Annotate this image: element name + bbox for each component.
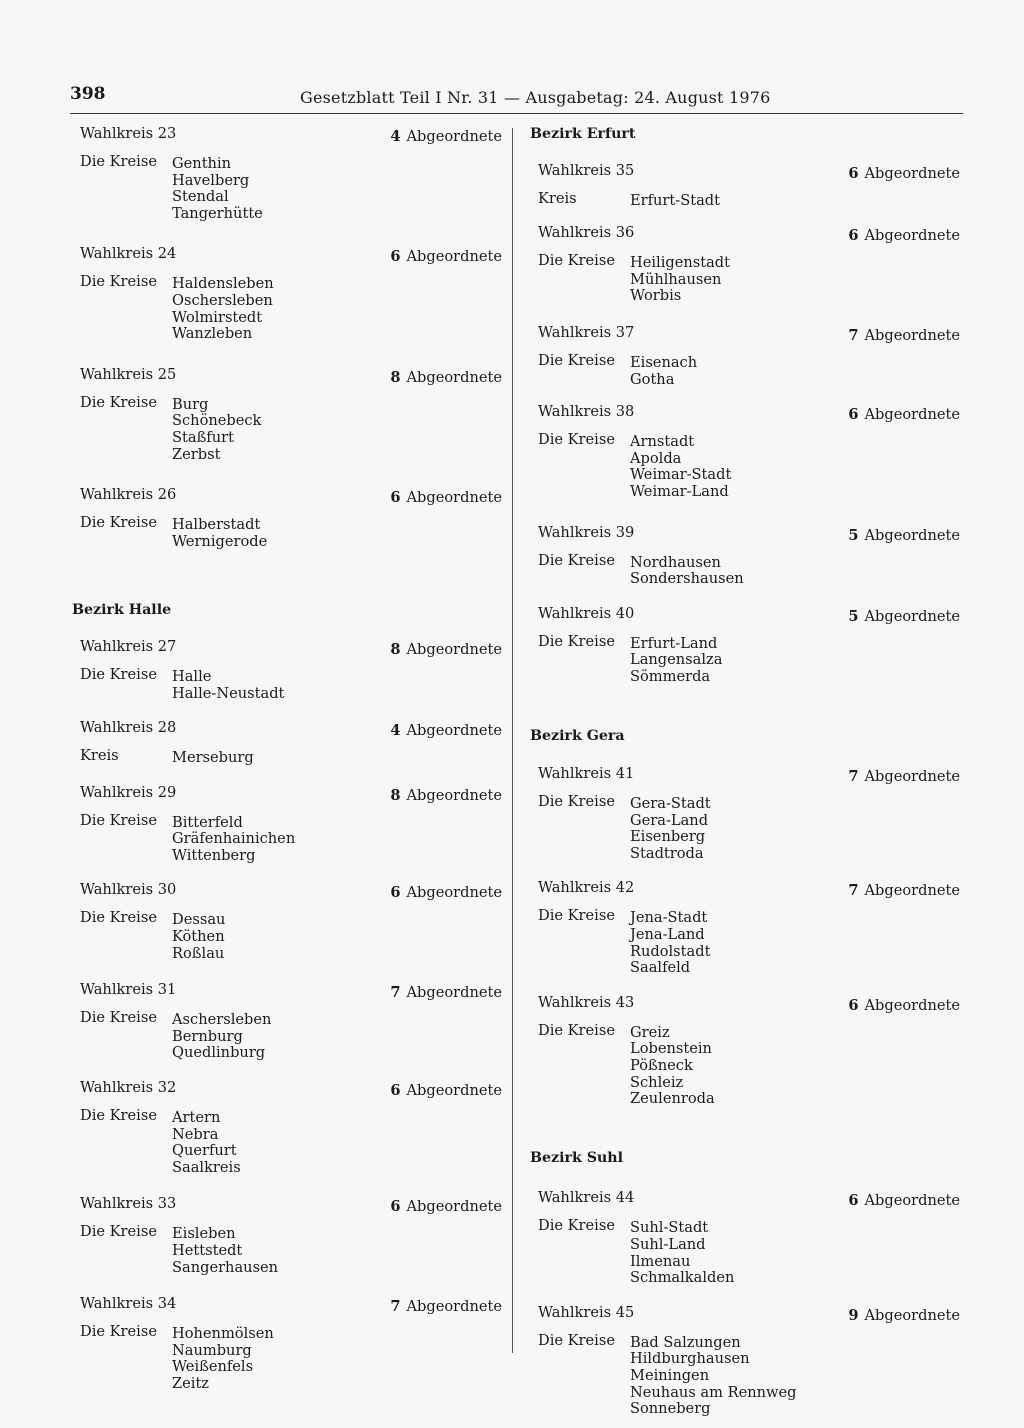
kreise-row — [530, 1023, 960, 1108]
wahlkreis-row — [72, 1296, 502, 1318]
abgeordnete-count — [848, 166, 960, 183]
kreise-label: Kreis — [80, 747, 119, 765]
kreis-item: Eisleben — [172, 1225, 236, 1243]
abgeordnete-label: Abgeordnete — [864, 996, 960, 1014]
wahlkreis-block — [72, 367, 502, 463]
kreise-row — [72, 1108, 502, 1176]
wahlkreis-block — [530, 995, 960, 1108]
abgeordnete-number: 6 — [390, 489, 401, 507]
kreise-list — [172, 669, 284, 702]
wahlkreis-row — [72, 487, 502, 509]
abgeordnete-number: 8 — [390, 368, 401, 386]
wahlkreis-block — [72, 982, 502, 1062]
abgeordnete-number: 5 — [848, 526, 859, 544]
wahlkreis-block — [530, 163, 960, 210]
kreise-row — [530, 1333, 960, 1418]
kreise-list — [172, 276, 274, 342]
wahlkreis-label: Wahlkreis 45 — [538, 1303, 635, 1321]
kreise-label: Die Kreise — [80, 1009, 157, 1027]
kreise-label: Die Kreise — [80, 1323, 157, 1341]
abgeordnete-count — [390, 1083, 502, 1100]
kreise-row — [72, 813, 502, 865]
abgeordnete-number: 6 — [848, 1192, 859, 1210]
abgeordnete-label: Abgeordnete — [406, 489, 502, 507]
kreise-row — [72, 154, 502, 222]
wahlkreis-row — [72, 1196, 502, 1218]
kreise-label: Die Kreise — [80, 1107, 157, 1125]
wahlkreis-block — [530, 766, 960, 862]
kreis-item: Gotha — [630, 370, 675, 388]
kreis-item: Meiningen — [630, 1366, 710, 1384]
kreise-list — [172, 1226, 278, 1276]
kreis-item: Worbis — [630, 287, 682, 305]
left-column — [72, 126, 502, 1393]
kreis-item: Weimar-Land — [630, 482, 729, 500]
column-divider — [512, 128, 513, 1353]
kreise-label: Die Kreise — [538, 1331, 615, 1349]
kreise-row — [72, 667, 502, 702]
abgeordnete-number: 6 — [390, 884, 401, 902]
kreise-list — [172, 912, 225, 962]
kreis-item: Roßlau — [172, 944, 225, 962]
kreise-label: Die Kreise — [80, 514, 157, 532]
kreise-label: Die Kreise — [80, 665, 157, 683]
kreise-list — [172, 1012, 271, 1062]
kreise-list — [630, 355, 697, 388]
wahlkreis-block — [72, 1296, 502, 1392]
kreis-item: Sonneberg — [630, 1400, 711, 1418]
kreis-item: Bad Salzungen — [630, 1333, 741, 1351]
kreis-item: Wolmirstedt — [172, 308, 263, 326]
abgeordnete-count — [390, 490, 502, 507]
kreise-label: Die Kreise — [538, 907, 615, 925]
wahlkreis-label: Wahlkreis 26 — [80, 486, 177, 504]
abgeordnete-label: Abgeordnete — [406, 884, 502, 902]
kreise-row — [72, 910, 502, 962]
wahlkreis-label: Wahlkreis 33 — [80, 1195, 177, 1213]
wahlkreis-block — [72, 882, 502, 962]
abgeordnete-label: Abgeordnete — [864, 227, 960, 245]
kreise-list — [630, 1220, 734, 1286]
kreise-label: Die Kreise — [538, 793, 615, 811]
kreise-row — [530, 794, 960, 862]
kreis-item: Arnstadt — [630, 433, 695, 451]
kreis-item: Neuhaus am Rennweg — [630, 1383, 797, 1401]
kreise-row — [530, 908, 960, 976]
wahlkreis-block — [530, 404, 960, 500]
kreise-label: Die Kreise — [80, 153, 157, 170]
wahlkreis-label: Wahlkreis 41 — [538, 765, 635, 783]
kreis-item: Bernburg — [172, 1027, 243, 1045]
abgeordnete-label: Abgeordnete — [864, 526, 960, 544]
kreise-row — [72, 1324, 502, 1392]
wahlkreis-block — [72, 720, 502, 767]
abgeordnete-count — [390, 1199, 502, 1216]
kreise-list — [630, 636, 722, 686]
wahlkreis-label: Wahlkreis 23 — [80, 125, 177, 142]
wahlkreis-label: Wahlkreis 40 — [538, 604, 635, 622]
wahlkreis-label: Wahlkreis 42 — [538, 879, 635, 897]
wahlkreis-row — [72, 882, 502, 904]
bezirk-heading: Bezirk Erfurt — [530, 126, 636, 142]
abgeordnete-number: 6 — [848, 227, 859, 245]
abgeordnete-label: Abgeordnete — [406, 1298, 502, 1316]
kreis-item: Mühlhausen — [630, 270, 722, 288]
kreis-item: Gera-Land — [630, 811, 709, 829]
abgeordnete-count — [390, 723, 502, 740]
wahlkreis-label: Wahlkreis 32 — [80, 1079, 177, 1097]
wahlkreis-label: Wahlkreis 31 — [80, 981, 177, 999]
kreis-item: Pößneck — [630, 1057, 693, 1075]
abgeordnete-count — [390, 1299, 502, 1316]
bezirk-heading: Bezirk Gera — [530, 727, 625, 744]
wahlkreis-label: Wahlkreis 34 — [80, 1295, 177, 1313]
abgeordnete-number: 6 — [390, 1198, 401, 1216]
abgeordnete-count — [848, 228, 960, 245]
abgeordnete-label: Abgeordnete — [406, 786, 502, 804]
kreise-list — [172, 517, 267, 550]
kreis-item: Haldensleben — [172, 275, 274, 293]
wahlkreis-label: Wahlkreis 43 — [538, 993, 635, 1011]
kreis-item: Eisenach — [630, 353, 698, 371]
kreis-item: Köthen — [172, 928, 225, 946]
kreis-item: Hohenmölsen — [172, 1325, 274, 1343]
wahlkreis-block — [72, 487, 502, 550]
abgeordnete-number: 6 — [848, 164, 859, 182]
abgeordnete-number: 8 — [390, 640, 401, 658]
kreis-item: Querfurt — [172, 1142, 237, 1160]
wahlkreis-row — [72, 720, 502, 742]
kreis-item: Quedlinburg — [172, 1044, 266, 1062]
wahlkreis-label: Wahlkreis 25 — [80, 365, 177, 383]
kreis-item: Weißenfels — [172, 1358, 254, 1376]
wahlkreis-label: Wahlkreis 30 — [80, 881, 177, 899]
wahlkreis-row — [72, 126, 502, 148]
abgeordnete-number: 8 — [390, 786, 401, 804]
kreise-row — [530, 553, 960, 588]
kreis-item: Erfurt-Land — [630, 634, 718, 652]
abgeordnete-label: Abgeordnete — [406, 128, 502, 145]
wahlkreis-row — [72, 246, 502, 268]
kreise-row — [530, 1218, 960, 1286]
wahlkreis-label: Wahlkreis 39 — [538, 523, 635, 541]
abgeordnete-count — [848, 528, 960, 545]
kreis-item: Weimar-Stadt — [630, 466, 732, 484]
abgeordnete-number: 4 — [390, 128, 401, 145]
kreise-row — [72, 1010, 502, 1062]
kreise-list — [630, 796, 711, 862]
wahlkreis-row — [530, 525, 960, 547]
abgeordnete-count — [390, 642, 502, 659]
abgeordnete-label: Abgeordnete — [406, 248, 502, 266]
kreise-label: Die Kreise — [80, 811, 157, 829]
kreis-item: Wernigerode — [172, 532, 268, 550]
kreis-item: Heiligenstadt — [630, 254, 731, 272]
abgeordnete-label: Abgeordnete — [864, 607, 960, 625]
kreis-item: Genthin — [172, 155, 232, 172]
kreise-label: Die Kreise — [538, 632, 615, 650]
kreise-row — [530, 191, 960, 210]
kreis-item: Nebra — [172, 1125, 219, 1143]
abgeordnete-count — [390, 129, 502, 146]
kreis-item: Rudolstadt — [630, 942, 711, 960]
kreis-item: Erfurt-Stadt — [630, 191, 720, 209]
abgeordnete-number: 6 — [390, 1082, 401, 1100]
wahlkreis-block — [530, 1305, 960, 1418]
kreise-label: Kreis — [538, 189, 577, 207]
wahlkreis-label: Wahlkreis 24 — [80, 245, 177, 263]
wahlkreis-row — [72, 982, 502, 1004]
wahlkreis-row — [530, 225, 960, 247]
abgeordnete-label: Abgeordnete — [864, 164, 960, 182]
abgeordnete-count — [848, 998, 960, 1015]
kreis-item: Gräfenhainichen — [172, 830, 296, 848]
kreis-item: Halle — [172, 667, 212, 685]
wahlkreis-block — [72, 1080, 502, 1176]
page-number: 398 — [70, 84, 106, 104]
abgeordnete-count — [848, 407, 960, 424]
kreise-row — [530, 432, 960, 500]
wahlkreis-row — [530, 1190, 960, 1212]
wahlkreis-row — [530, 880, 960, 902]
abgeordnete-number: 6 — [848, 996, 859, 1014]
kreis-item: Gera-Stadt — [630, 795, 711, 813]
kreis-item: Schleiz — [630, 1073, 684, 1091]
abgeordnete-number: 6 — [390, 248, 401, 266]
wahlkreis-block — [530, 606, 960, 686]
bezirk-heading: Bezirk Halle — [72, 602, 172, 619]
abgeordnete-number: 7 — [390, 984, 401, 1002]
abgeordnete-count — [390, 885, 502, 902]
kreise-label: Die Kreise — [538, 1021, 615, 1039]
kreis-item: Naumburg — [172, 1341, 252, 1359]
kreise-label: Die Kreise — [80, 1223, 157, 1241]
wahlkreis-row — [72, 639, 502, 661]
kreis-item: Zeitz — [172, 1374, 209, 1392]
kreise-list — [630, 1025, 715, 1108]
kreis-item: Sömmerda — [630, 667, 711, 685]
wahlkreis-label: Wahlkreis 44 — [538, 1189, 635, 1207]
kreise-list — [172, 815, 295, 865]
wahlkreis-label: Wahlkreis 38 — [538, 403, 635, 421]
kreis-item: Zerbst — [172, 445, 221, 463]
abgeordnete-label: Abgeordnete — [864, 326, 960, 344]
abgeordnete-count — [390, 370, 502, 387]
kreise-label: Die Kreise — [80, 273, 157, 291]
kreise-label: Die Kreise — [538, 431, 615, 449]
kreise-row — [530, 353, 960, 388]
abgeordnete-count — [848, 1308, 960, 1325]
wahlkreis-row — [72, 785, 502, 807]
abgeordnete-count — [390, 788, 502, 805]
kreis-item: Langensalza — [630, 651, 723, 669]
kreis-item: Nordhausen — [630, 553, 721, 571]
kreise-list — [172, 397, 261, 463]
kreis-item: Hildburghausen — [630, 1350, 750, 1368]
kreise-list — [630, 255, 730, 305]
kreise-label: Die Kreise — [538, 1217, 615, 1235]
abgeordnete-count — [848, 328, 960, 345]
right-column — [530, 126, 960, 1418]
kreis-item: Apolda — [630, 449, 682, 467]
kreis-item: Tangerhütte — [172, 204, 263, 222]
kreise-list — [630, 434, 731, 500]
abgeordnete-number: 9 — [848, 1306, 859, 1324]
abgeordnete-label: Abgeordnete — [864, 406, 960, 424]
wahlkreis-label: Wahlkreis 37 — [538, 323, 635, 341]
kreis-item: Halberstadt — [172, 516, 261, 534]
wahlkreis-block — [72, 246, 502, 342]
kreise-list — [172, 156, 263, 222]
kreis-item: Lobenstein — [630, 1040, 712, 1058]
wahlkreis-row — [530, 606, 960, 628]
kreis-item: Zeulenroda — [630, 1090, 715, 1108]
abgeordnete-label: Abgeordnete — [406, 984, 502, 1002]
kreis-item: Bitterfeld — [172, 813, 243, 831]
kreise-row — [72, 748, 502, 767]
kreis-item: Schmalkalden — [630, 1269, 735, 1287]
wahlkreis-label: Wahlkreis 36 — [538, 224, 635, 242]
kreise-label: Die Kreise — [80, 909, 157, 927]
kreis-item: Halle-Neustadt — [172, 684, 285, 702]
kreis-item: Wittenberg — [172, 846, 256, 864]
wahlkreis-block — [72, 1196, 502, 1276]
wahlkreis-block — [530, 325, 960, 388]
abgeordnete-count — [848, 769, 960, 786]
abgeordnete-count — [390, 249, 502, 266]
kreis-item: Havelberg — [172, 171, 250, 189]
wahlkreis-row — [530, 995, 960, 1017]
abgeordnete-number: 4 — [390, 722, 401, 740]
kreise-row — [72, 1224, 502, 1276]
abgeordnete-count — [848, 609, 960, 626]
wahlkreis-block — [72, 639, 502, 702]
kreis-item: Sangerhausen — [172, 1258, 279, 1276]
abgeordnete-label: Abgeordnete — [864, 1192, 960, 1210]
kreise-label: Die Kreise — [80, 393, 157, 411]
kreise-list — [630, 555, 744, 588]
wahlkreis-block — [530, 525, 960, 588]
abgeordnete-label: Abgeordnete — [864, 768, 960, 786]
kreise-row — [530, 634, 960, 686]
wahlkreis-label: Wahlkreis 29 — [80, 783, 177, 801]
abgeordnete-label: Abgeordnete — [406, 722, 502, 740]
kreis-item: Jena-Stadt — [630, 909, 708, 927]
kreis-item: Merseburg — [172, 749, 254, 767]
kreis-item: Sondershausen — [630, 570, 744, 588]
kreis-item: Suhl-Land — [630, 1236, 706, 1253]
kreise-row — [72, 274, 502, 342]
kreis-item: Saalfeld — [630, 959, 691, 977]
abgeordnete-count — [390, 985, 502, 1002]
kreis-item: Artern — [172, 1109, 221, 1127]
abgeordnete-label: Abgeordnete — [406, 1082, 502, 1100]
kreise-label: Die Kreise — [538, 351, 615, 369]
kreis-item: Wanzleben — [172, 325, 253, 343]
kreise-row — [530, 253, 960, 305]
kreise-list — [630, 910, 710, 976]
wahlkreis-block — [530, 1190, 960, 1286]
wahlkreis-row — [530, 163, 960, 185]
kreis-item: Hettstedt — [172, 1242, 243, 1259]
wahlkreis-label: Wahlkreis 27 — [80, 637, 177, 655]
wahlkreis-label: Wahlkreis 35 — [538, 161, 635, 179]
kreise-list — [172, 750, 254, 767]
wahlkreis-row — [530, 1305, 960, 1327]
abgeordnete-number: 7 — [390, 1298, 401, 1316]
wahlkreis-row — [72, 367, 502, 389]
kreis-item: Stendal — [172, 188, 229, 206]
kreise-list — [172, 1110, 241, 1176]
abgeordnete-number: 7 — [848, 768, 859, 786]
wahlkreis-block — [72, 785, 502, 865]
abgeordnete-count — [848, 883, 960, 900]
kreis-item: Staßfurt — [172, 428, 234, 446]
abgeordnete-number: 7 — [848, 326, 859, 344]
kreis-item: Aschersleben — [172, 1011, 272, 1029]
kreis-item: Jena-Land — [630, 926, 705, 944]
kreis-item: Eisenberg — [630, 828, 706, 846]
abgeordnete-label: Abgeordnete — [864, 882, 960, 900]
abgeordnete-number: 6 — [848, 406, 859, 424]
kreise-row — [72, 395, 502, 463]
wahlkreis-row — [72, 1080, 502, 1102]
kreis-item: Ilmenau — [630, 1252, 691, 1270]
kreis-item: Schönebeck — [172, 412, 262, 430]
abgeordnete-label: Abgeordnete — [406, 640, 502, 658]
bezirk-heading: Bezirk Suhl — [530, 1149, 623, 1166]
kreise-list — [630, 1335, 797, 1418]
kreise-list — [172, 1326, 274, 1392]
kreis-item: Greiz — [630, 1023, 670, 1041]
kreis-item: Suhl-Stadt — [630, 1219, 709, 1237]
page-header-title: Gesetzblatt Teil I Nr. 31 — Ausgabetag: 24. August 1976 — [300, 88, 771, 107]
kreis-item: Stadtroda — [630, 844, 704, 862]
wahlkreis-block — [72, 126, 502, 222]
abgeordnete-label: Abgeordnete — [406, 1198, 502, 1216]
abgeordnete-number: 7 — [848, 882, 859, 900]
abgeordnete-label: Abgeordnete — [406, 368, 502, 386]
wahlkreis-block — [530, 880, 960, 976]
wahlkreis-row — [530, 766, 960, 788]
abgeordnete-count — [848, 1193, 960, 1210]
wahlkreis-row — [530, 325, 960, 347]
kreise-row — [72, 515, 502, 550]
kreis-item: Dessau — [172, 911, 226, 929]
header-rule — [70, 113, 963, 114]
kreis-item: Oschersleben — [172, 291, 273, 309]
wahlkreis-block — [530, 225, 960, 305]
abgeordnete-number: 5 — [848, 607, 859, 625]
kreis-item: Burg — [172, 395, 209, 413]
kreise-label: Die Kreise — [538, 551, 615, 569]
kreis-item: Saalkreis — [172, 1158, 241, 1176]
wahlkreis-label: Wahlkreis 28 — [80, 719, 177, 737]
abgeordnete-label: Abgeordnete — [864, 1306, 960, 1324]
wahlkreis-row — [530, 404, 960, 426]
kreise-list — [630, 193, 720, 210]
kreise-label: Die Kreise — [538, 252, 615, 270]
